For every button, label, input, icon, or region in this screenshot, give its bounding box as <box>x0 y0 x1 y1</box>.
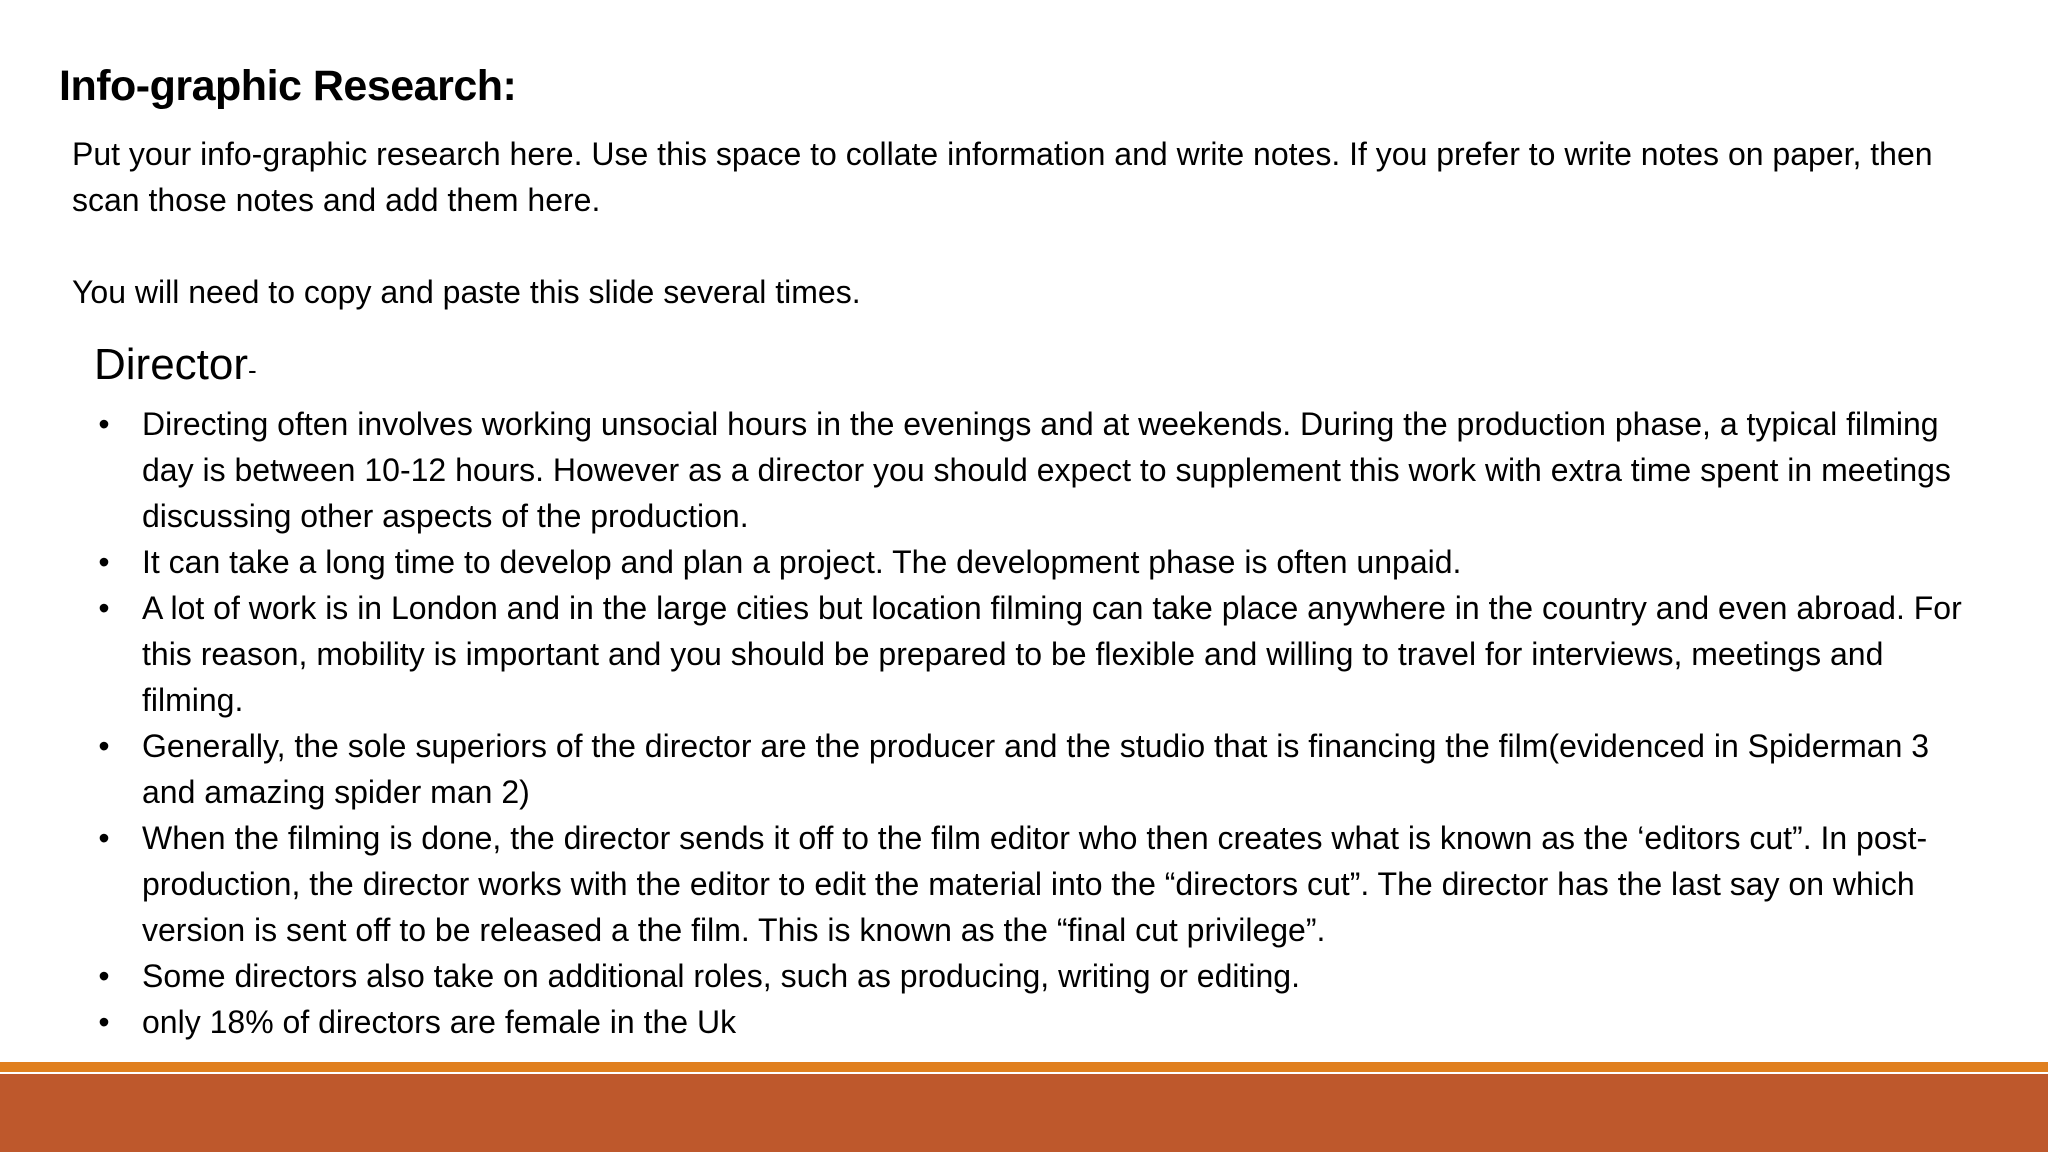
instructions-text <box>72 131 1992 315</box>
bullet-list <box>94 401 1984 1045</box>
bullet-item <box>94 585 1984 723</box>
bullet-text: It can take a long time to develop and plan a project. The development phase is often unpaid. <box>142 544 1462 580</box>
bullet-item <box>94 815 1984 953</box>
bullet-item <box>94 401 1984 539</box>
bullet-text: Some directors also take on additional roles, such as producing, writing or editing. <box>142 958 1300 994</box>
slide-title: Info-graphic Research: <box>59 62 517 110</box>
bullet-item <box>94 953 1984 999</box>
content-body <box>94 334 1984 1045</box>
bullet-text: Directing often involves working unsocial hours in the evenings and at weekends. During the production phase, a typical filming day is between 10-12 hours. However as a director you should expect to supplement this work with extra time spent in meetings discussing other aspects of the production. <box>142 406 1951 534</box>
bullet-marker: • <box>98 544 110 580</box>
bullet-marker: • <box>98 728 110 764</box>
bullet-item <box>94 539 1984 585</box>
footer-accent-line <box>0 1062 2048 1072</box>
bullet-marker: • <box>98 958 110 994</box>
section-heading <box>94 334 1984 401</box>
bullet-marker: • <box>98 406 110 442</box>
instructions-paragraph: You will need to copy and paste this slide several times. <box>72 274 861 310</box>
bullet-item <box>94 723 1984 815</box>
section-heading-dash: - <box>248 355 257 385</box>
bullet-item <box>94 999 1984 1045</box>
bullet-text: only 18% of directors are female in the Uk <box>142 1004 737 1040</box>
bullet-marker: • <box>98 590 110 626</box>
footer-band <box>0 1074 2048 1152</box>
bullet-text: When the filming is done, the director sends it off to the film editor who then creates what is known as the ‘editors cut”. In post-production, the director works with the editor to edit the material into the “directors cut”. The director has the last say on which version is sent off to be released a the film. This is known as the “final cut privilege”. <box>142 820 1928 948</box>
instructions-paragraph: Put your info-graphic research here. Use this space to collate information and write notes. If you prefer to write notes on paper, then scan those notes and add them here. <box>72 136 1933 218</box>
bullet-text: Generally, the sole superiors of the director are the producer and the studio that is financing the film(evidenced in Spiderman 3 and amazing spider man 2) <box>142 728 1930 810</box>
bullet-marker: • <box>98 1004 110 1040</box>
section-heading-text: Director <box>94 340 249 389</box>
bullet-text: A lot of work is in London and in the large cities but location filming can take place anywhere in the country and even abroad. For this reason, mobility is important and you should be prepared to be flexible and willing to travel for interviews, meetings and filming. <box>142 590 1962 718</box>
bullet-marker: • <box>98 820 110 856</box>
